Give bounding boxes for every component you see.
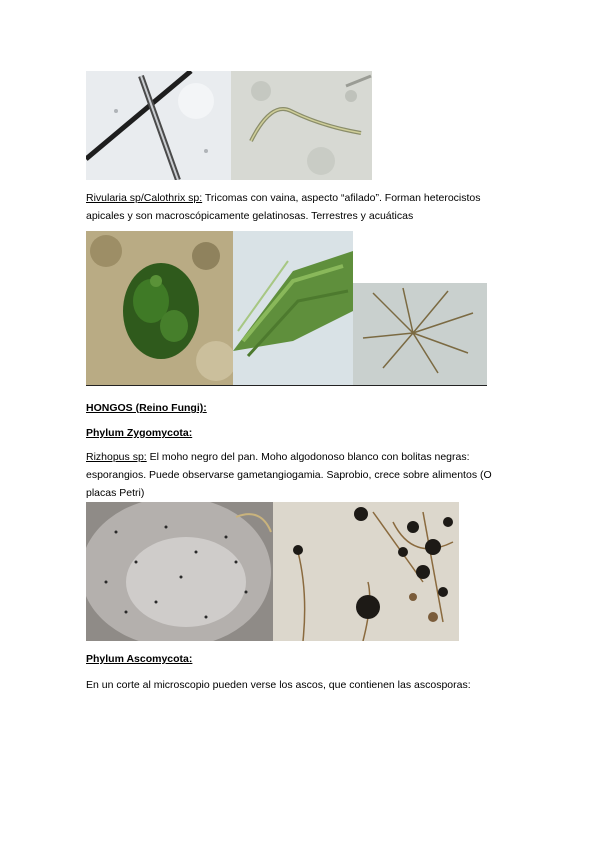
section-divider <box>86 385 487 386</box>
rhizopus-mold-photo <box>86 502 273 641</box>
calothrix-micrograph-2 <box>231 71 372 180</box>
rhizopus-sporangia-micrograph <box>273 502 459 641</box>
ascomycota-paragraph: En un corte al microscopio pueden verse los ascos, que contienen las ascosporas: <box>86 679 471 691</box>
rivularia-label: Rivularia sp/Calothrix sp: <box>86 192 203 204</box>
rivularia-paragraph <box>86 189 506 225</box>
ascomycota-heading: Phylum Ascomycota: <box>86 653 193 665</box>
rhizopus-description: El moho negro del pan. Moho algodonoso blanco con bolitas negras: esporangios. Puede observarse gametangiogamia. Saprobio, crece sobre alimentos (O placas Petri) <box>86 451 492 499</box>
calothrix-micrograph-1 <box>86 71 231 180</box>
rivularia-colony-photo <box>86 231 233 385</box>
rhizopus-paragraph <box>86 448 506 502</box>
rivularia-branching-micrograph <box>353 283 487 385</box>
rhizopus-label: Rizhopus sp: <box>86 451 147 463</box>
rivularia-description: Tricomas con vaina, aspecto “afilado”. Forman heterocistos apicales y son macroscópicamente gelatinosas. Terrestres y acuáticas <box>86 192 481 222</box>
zygomycota-heading: Phylum Zygomycota: <box>86 427 193 439</box>
fungi-heading: HONGOS (Reino Fungi): <box>86 402 207 414</box>
rivularia-filaments-micrograph <box>233 231 353 385</box>
